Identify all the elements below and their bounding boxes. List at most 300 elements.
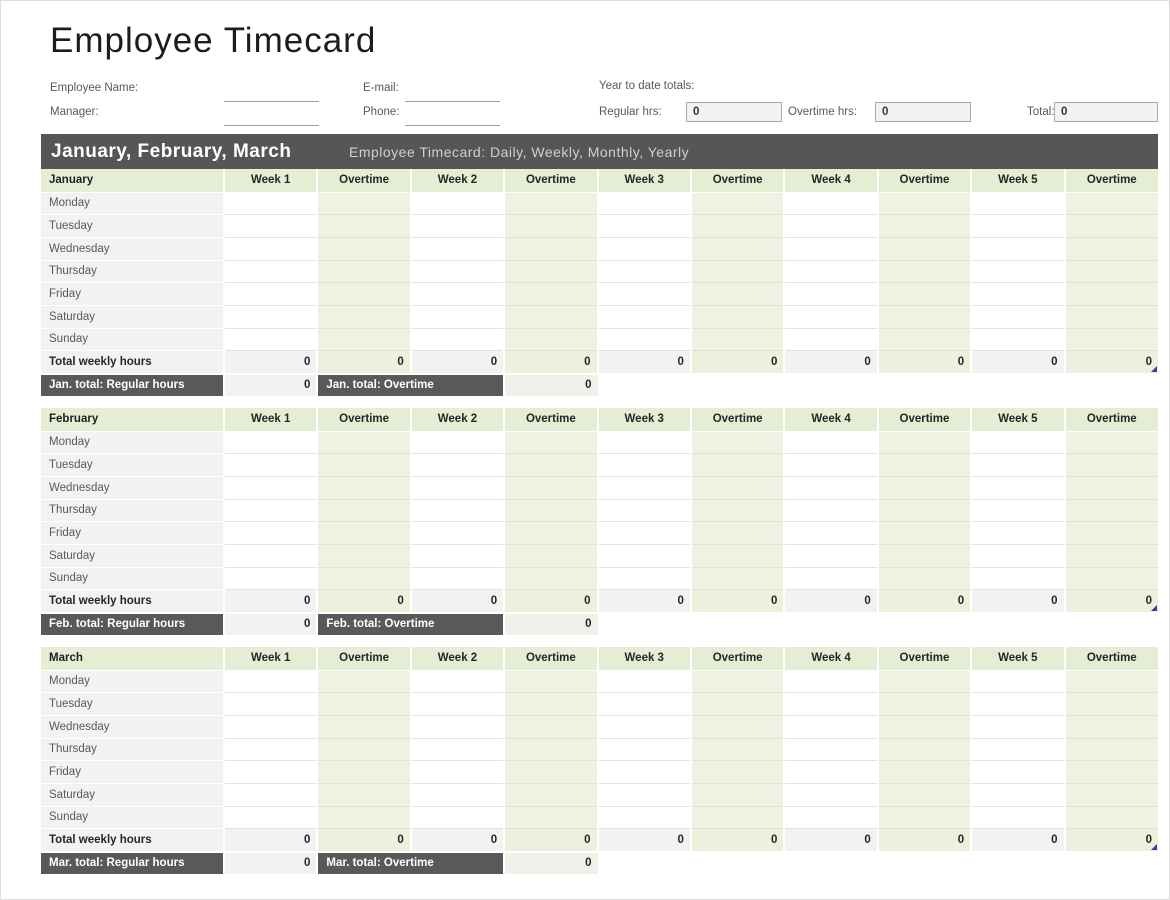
weekly-total-cell: 0: [317, 351, 410, 374]
month-overtime-total-value: 0: [504, 852, 597, 874]
week-hours-cell[interactable]: [784, 215, 877, 238]
january-table: [41, 169, 1158, 396]
overtime-hours-cell[interactable]: [691, 305, 784, 328]
overtime-hours-cell[interactable]: [691, 670, 784, 693]
month-overtime-total-value: 0: [504, 374, 597, 396]
overtime-hours-cell[interactable]: [504, 431, 597, 454]
overtime-hours-cell[interactable]: [878, 761, 971, 784]
week-hours-cell[interactable]: [971, 670, 1064, 693]
overtime-hours-cell[interactable]: [878, 215, 971, 238]
weekly-total-cell: 0: [1065, 590, 1158, 613]
overtime-hours-cell[interactable]: [1065, 215, 1158, 238]
email-label: E-mail:: [363, 82, 399, 94]
february-table: [41, 408, 1158, 635]
total-weekly-hours-label: Total weekly hours: [41, 829, 224, 852]
column-header: Overtime: [691, 408, 784, 431]
overtime-hours-cell[interactable]: [691, 761, 784, 784]
day-label: Saturday: [41, 305, 224, 328]
week-hours-cell[interactable]: [598, 305, 691, 328]
week-hours-cell[interactable]: [784, 783, 877, 806]
day-label: Sunday: [41, 567, 224, 590]
week-hours-cell[interactable]: [598, 806, 691, 829]
column-header: Overtime: [504, 647, 597, 670]
week-hours-cell[interactable]: [224, 237, 317, 260]
email-field[interactable]: [405, 86, 500, 102]
weekly-total-cell: 0: [224, 829, 317, 852]
weekly-total-cell: 0: [878, 351, 971, 374]
week-hours-cell[interactable]: [411, 806, 504, 829]
overtime-hours-cell[interactable]: [691, 738, 784, 761]
week-hours-cell[interactable]: [598, 237, 691, 260]
week-hours-cell[interactable]: [411, 499, 504, 522]
ytd-total-label: Total:: [1027, 106, 1055, 118]
overtime-hours-cell[interactable]: [1065, 544, 1158, 567]
overtime-hours-cell[interactable]: [317, 670, 410, 693]
week-hours-cell[interactable]: [598, 454, 691, 477]
week-hours-cell[interactable]: [598, 715, 691, 738]
week-hours-cell[interactable]: [224, 522, 317, 545]
week-hours-cell[interactable]: [411, 522, 504, 545]
overtime-hours-cell[interactable]: [504, 283, 597, 306]
day-label: Wednesday: [41, 237, 224, 260]
overtime-hours-cell[interactable]: [504, 761, 597, 784]
day-label: Monday: [41, 431, 224, 454]
overtime-hours-cell[interactable]: [317, 522, 410, 545]
month-overtime-total-label: Jan. total: Overtime: [317, 374, 504, 396]
week-hours-cell[interactable]: [784, 544, 877, 567]
week-hours-cell[interactable]: [971, 715, 1064, 738]
weekly-total-cell: 0: [317, 590, 410, 613]
overtime-hours-cell[interactable]: [691, 522, 784, 545]
overtime-hours-cell[interactable]: [317, 431, 410, 454]
ytd-overtime-value-box: 0: [875, 102, 971, 122]
overtime-hours-cell[interactable]: [1065, 783, 1158, 806]
overtime-hours-cell[interactable]: [504, 715, 597, 738]
column-header: Overtime: [317, 169, 410, 192]
overtime-hours-cell[interactable]: [691, 192, 784, 215]
week-hours-cell[interactable]: [224, 305, 317, 328]
week-hours-cell[interactable]: [411, 567, 504, 590]
week-hours-cell[interactable]: [224, 328, 317, 351]
weekly-total-cell: 0: [878, 590, 971, 613]
weekly-total-cell: 0: [317, 829, 410, 852]
overtime-hours-cell[interactable]: [878, 499, 971, 522]
overtime-hours-cell[interactable]: [878, 522, 971, 545]
month-name: February: [41, 408, 224, 431]
total-weekly-hours-label: Total weekly hours: [41, 590, 224, 613]
column-header: Overtime: [317, 408, 410, 431]
week-hours-cell[interactable]: [784, 328, 877, 351]
overtime-hours-cell[interactable]: [504, 522, 597, 545]
overtime-hours-cell[interactable]: [691, 544, 784, 567]
day-label: Wednesday: [41, 476, 224, 499]
week-hours-cell[interactable]: [784, 738, 877, 761]
week-hours-cell[interactable]: [598, 693, 691, 716]
column-header: Week 3: [598, 408, 691, 431]
week-hours-cell[interactable]: [784, 260, 877, 283]
day-label: Monday: [41, 670, 224, 693]
week-hours-cell[interactable]: [224, 260, 317, 283]
month-overtime-total-value: 0: [504, 613, 597, 635]
weekly-total-cell: 0: [504, 829, 597, 852]
overtime-hours-cell[interactable]: [504, 806, 597, 829]
overtime-hours-cell[interactable]: [691, 567, 784, 590]
overtime-hours-cell[interactable]: [504, 260, 597, 283]
week-hours-cell[interactable]: [224, 431, 317, 454]
overtime-hours-cell[interactable]: [504, 192, 597, 215]
overtime-hours-cell[interactable]: [691, 715, 784, 738]
banner-subtitle: Employee Timecard: Daily, Weekly, Monthly, Yearly: [349, 143, 690, 160]
overtime-hours-cell[interactable]: [878, 738, 971, 761]
month-name: January: [41, 169, 224, 192]
week-hours-cell[interactable]: [224, 192, 317, 215]
weekly-total-cell: 0: [598, 351, 691, 374]
overtime-hours-cell[interactable]: [1065, 192, 1158, 215]
overtime-hours-cell[interactable]: [1065, 476, 1158, 499]
overtime-hours-cell[interactable]: [317, 328, 410, 351]
overtime-hours-cell[interactable]: [1065, 670, 1158, 693]
week-hours-cell[interactable]: [224, 670, 317, 693]
week-hours-cell[interactable]: [224, 283, 317, 306]
day-label: Sunday: [41, 328, 224, 351]
ytd-title: Year to date totals:: [599, 80, 695, 92]
overtime-hours-cell[interactable]: [317, 476, 410, 499]
month-regular-total-label: Mar. total: Regular hours: [41, 852, 224, 874]
month-overtime-total-label: Feb. total: Overtime: [317, 613, 504, 635]
overtime-hours-cell[interactable]: [878, 305, 971, 328]
week-hours-cell[interactable]: [784, 305, 877, 328]
week-hours-cell[interactable]: [971, 693, 1064, 716]
overtime-hours-cell[interactable]: [504, 237, 597, 260]
overtime-hours-cell[interactable]: [691, 783, 784, 806]
day-label: Wednesday: [41, 715, 224, 738]
week-hours-cell[interactable]: [784, 454, 877, 477]
week-hours-cell[interactable]: [784, 522, 877, 545]
overtime-hours-cell[interactable]: [1065, 260, 1158, 283]
manager-label: Manager:: [50, 106, 99, 118]
overtime-hours-cell[interactable]: [1065, 761, 1158, 784]
overtime-hours-cell[interactable]: [317, 283, 410, 306]
overtime-hours-cell[interactable]: [317, 454, 410, 477]
week-hours-cell[interactable]: [784, 806, 877, 829]
week-hours-cell[interactable]: [224, 783, 317, 806]
phone-field[interactable]: [405, 110, 500, 126]
column-header: Week 3: [598, 169, 691, 192]
overtime-hours-cell[interactable]: [317, 305, 410, 328]
week-hours-cell[interactable]: [598, 544, 691, 567]
week-hours-cell[interactable]: [598, 670, 691, 693]
overtime-hours-cell[interactable]: [317, 783, 410, 806]
overtime-hours-cell[interactable]: [504, 567, 597, 590]
overtime-hours-cell[interactable]: [504, 328, 597, 351]
overtime-hours-cell[interactable]: [1065, 738, 1158, 761]
week-hours-cell[interactable]: [784, 761, 877, 784]
week-hours-cell[interactable]: [598, 738, 691, 761]
overtime-hours-cell[interactable]: [691, 499, 784, 522]
day-label: Friday: [41, 522, 224, 545]
week-hours-cell[interactable]: [411, 738, 504, 761]
week-hours-cell[interactable]: [411, 283, 504, 306]
column-header: Week 1: [224, 169, 317, 192]
weekly-total-cell: 0: [971, 590, 1064, 613]
week-hours-cell[interactable]: [784, 476, 877, 499]
overtime-hours-cell[interactable]: [878, 715, 971, 738]
overtime-hours-cell[interactable]: [1065, 499, 1158, 522]
overtime-hours-cell[interactable]: [1065, 806, 1158, 829]
overtime-hours-cell[interactable]: [878, 237, 971, 260]
day-label: Thursday: [41, 499, 224, 522]
column-header: Week 4: [784, 647, 877, 670]
overtime-hours-cell[interactable]: [317, 806, 410, 829]
overtime-hours-cell[interactable]: [1065, 431, 1158, 454]
day-label: Tuesday: [41, 693, 224, 716]
column-header: Overtime: [504, 169, 597, 192]
week-hours-cell[interactable]: [224, 215, 317, 238]
ytd-regular-value-box: 0: [686, 102, 782, 122]
overtime-hours-cell[interactable]: [878, 783, 971, 806]
weekly-total-cell: 0: [598, 590, 691, 613]
overtime-hours-cell[interactable]: [878, 260, 971, 283]
weekly-total-cell: 0: [691, 829, 784, 852]
week-hours-cell[interactable]: [971, 476, 1064, 499]
overtime-hours-cell[interactable]: [878, 567, 971, 590]
overtime-hours-cell[interactable]: [691, 260, 784, 283]
overtime-hours-cell[interactable]: [504, 215, 597, 238]
overtime-hours-cell[interactable]: [504, 476, 597, 499]
day-label: Tuesday: [41, 215, 224, 238]
overtime-hours-cell[interactable]: [504, 693, 597, 716]
overtime-hours-cell[interactable]: [878, 454, 971, 477]
week-hours-cell[interactable]: [598, 215, 691, 238]
overtime-hours-cell[interactable]: [1065, 693, 1158, 716]
weekly-total-cell: 0: [411, 590, 504, 613]
weekly-total-cell: 0: [224, 351, 317, 374]
week-hours-cell[interactable]: [784, 237, 877, 260]
overtime-hours-cell[interactable]: [878, 283, 971, 306]
week-hours-cell[interactable]: [971, 567, 1064, 590]
week-hours-cell[interactable]: [224, 715, 317, 738]
week-hours-cell[interactable]: [784, 499, 877, 522]
day-label: Friday: [41, 761, 224, 784]
week-hours-cell[interactable]: [224, 544, 317, 567]
week-hours-cell[interactable]: [598, 192, 691, 215]
week-hours-cell[interactable]: [411, 237, 504, 260]
week-hours-cell[interactable]: [971, 522, 1064, 545]
overtime-hours-cell[interactable]: [504, 670, 597, 693]
overtime-hours-cell[interactable]: [878, 192, 971, 215]
overtime-hours-cell[interactable]: [317, 693, 410, 716]
quarter-banner: [41, 134, 1158, 169]
week-hours-cell[interactable]: [971, 237, 1064, 260]
week-hours-cell[interactable]: [224, 693, 317, 716]
week-hours-cell[interactable]: [598, 522, 691, 545]
week-hours-cell[interactable]: [598, 328, 691, 351]
week-hours-cell[interactable]: [224, 454, 317, 477]
day-label: Sunday: [41, 806, 224, 829]
overtime-hours-cell[interactable]: [691, 215, 784, 238]
week-hours-cell[interactable]: [971, 328, 1064, 351]
manager-field[interactable]: [224, 110, 319, 126]
week-hours-cell[interactable]: [971, 454, 1064, 477]
week-hours-cell[interactable]: [411, 670, 504, 693]
overtime-hours-cell[interactable]: [317, 567, 410, 590]
column-header: Week 4: [784, 408, 877, 431]
overtime-hours-cell[interactable]: [691, 454, 784, 477]
overtime-hours-cell[interactable]: [504, 454, 597, 477]
weekly-total-cell: 0: [504, 590, 597, 613]
week-hours-cell[interactable]: [784, 192, 877, 215]
week-hours-cell[interactable]: [224, 761, 317, 784]
employee-name-field[interactable]: [224, 86, 319, 102]
week-hours-cell[interactable]: [598, 431, 691, 454]
column-header: Overtime: [317, 647, 410, 670]
column-header: Week 2: [411, 647, 504, 670]
week-hours-cell[interactable]: [411, 783, 504, 806]
overtime-hours-cell[interactable]: [878, 693, 971, 716]
overtime-hours-cell[interactable]: [317, 715, 410, 738]
week-hours-cell[interactable]: [411, 305, 504, 328]
weekly-total-cell: 0: [971, 351, 1064, 374]
week-hours-cell[interactable]: [598, 260, 691, 283]
overtime-hours-cell[interactable]: [504, 305, 597, 328]
overtime-hours-cell[interactable]: [317, 215, 410, 238]
week-hours-cell[interactable]: [971, 192, 1064, 215]
weekly-total-cell: 0: [784, 351, 877, 374]
week-hours-cell[interactable]: [411, 454, 504, 477]
week-hours-cell[interactable]: [224, 499, 317, 522]
week-hours-cell[interactable]: [598, 567, 691, 590]
overtime-hours-cell[interactable]: [1065, 454, 1158, 477]
overtime-hours-cell[interactable]: [504, 783, 597, 806]
week-hours-cell[interactable]: [224, 806, 317, 829]
week-hours-cell[interactable]: [411, 476, 504, 499]
week-hours-cell[interactable]: [971, 783, 1064, 806]
week-hours-cell[interactable]: [411, 260, 504, 283]
week-hours-cell[interactable]: [411, 693, 504, 716]
week-hours-cell[interactable]: [784, 431, 877, 454]
week-hours-cell[interactable]: [784, 670, 877, 693]
footer-spacer: [598, 613, 1158, 635]
weekly-total-cell: 0: [411, 351, 504, 374]
column-header: Week 1: [224, 647, 317, 670]
month-overtime-total-label: Mar. total: Overtime: [317, 852, 504, 874]
overtime-hours-cell[interactable]: [878, 431, 971, 454]
week-hours-cell[interactable]: [598, 476, 691, 499]
column-header: Week 5: [971, 169, 1064, 192]
week-hours-cell[interactable]: [784, 567, 877, 590]
column-header: Week 1: [224, 408, 317, 431]
week-hours-cell[interactable]: [971, 499, 1064, 522]
week-hours-cell[interactable]: [784, 715, 877, 738]
overtime-hours-cell[interactable]: [317, 192, 410, 215]
week-hours-cell[interactable]: [598, 283, 691, 306]
week-hours-cell[interactable]: [784, 283, 877, 306]
overtime-hours-cell[interactable]: [317, 260, 410, 283]
overtime-hours-cell[interactable]: [878, 806, 971, 829]
overtime-hours-cell[interactable]: [1065, 567, 1158, 590]
week-hours-cell[interactable]: [971, 305, 1064, 328]
footer-spacer: [598, 852, 1158, 874]
overtime-hours-cell[interactable]: [878, 670, 971, 693]
overtime-hours-cell[interactable]: [317, 237, 410, 260]
week-hours-cell[interactable]: [411, 431, 504, 454]
week-hours-cell[interactable]: [411, 715, 504, 738]
column-header: Week 5: [971, 647, 1064, 670]
overtime-hours-cell[interactable]: [317, 499, 410, 522]
week-hours-cell[interactable]: [224, 738, 317, 761]
overtime-hours-cell[interactable]: [504, 499, 597, 522]
overtime-hours-cell[interactable]: [691, 476, 784, 499]
overtime-hours-cell[interactable]: [504, 738, 597, 761]
banner-months: January, February, March: [51, 140, 292, 162]
week-hours-cell[interactable]: [411, 761, 504, 784]
week-hours-cell[interactable]: [971, 544, 1064, 567]
overtime-hours-cell[interactable]: [878, 476, 971, 499]
overtime-hours-cell[interactable]: [691, 693, 784, 716]
week-hours-cell[interactable]: [598, 783, 691, 806]
week-hours-cell[interactable]: [971, 761, 1064, 784]
overtime-hours-cell[interactable]: [691, 237, 784, 260]
week-hours-cell[interactable]: [411, 544, 504, 567]
column-header: Overtime: [878, 408, 971, 431]
overtime-hours-cell[interactable]: [878, 328, 971, 351]
weekly-total-cell: 0: [784, 590, 877, 613]
weekly-total-cell: 0: [504, 351, 597, 374]
week-hours-cell[interactable]: [971, 215, 1064, 238]
week-hours-cell[interactable]: [784, 693, 877, 716]
overtime-hours-cell[interactable]: [691, 283, 784, 306]
overtime-hours-cell[interactable]: [1065, 328, 1158, 351]
week-hours-cell[interactable]: [598, 499, 691, 522]
column-header: Overtime: [1065, 408, 1158, 431]
month-regular-total-value: 0: [224, 374, 317, 396]
overtime-hours-cell[interactable]: [1065, 305, 1158, 328]
overtime-hours-cell[interactable]: [691, 431, 784, 454]
column-header: Overtime: [691, 647, 784, 670]
overtime-hours-cell[interactable]: [691, 806, 784, 829]
overtime-hours-cell[interactable]: [1065, 522, 1158, 545]
overtime-hours-cell[interactable]: [1065, 283, 1158, 306]
column-header: Week 2: [411, 169, 504, 192]
weekly-total-cell: 0: [971, 829, 1064, 852]
overtime-hours-cell[interactable]: [878, 544, 971, 567]
week-hours-cell[interactable]: [971, 738, 1064, 761]
week-hours-cell[interactable]: [971, 260, 1064, 283]
day-label: Thursday: [41, 260, 224, 283]
week-hours-cell[interactable]: [971, 431, 1064, 454]
overtime-hours-cell[interactable]: [504, 544, 597, 567]
overtime-hours-cell[interactable]: [317, 761, 410, 784]
week-hours-cell[interactable]: [971, 283, 1064, 306]
week-hours-cell[interactable]: [971, 806, 1064, 829]
ytd-total-value-box: 0: [1054, 102, 1158, 122]
day-label: Monday: [41, 192, 224, 215]
column-header: Overtime: [504, 408, 597, 431]
overtime-hours-cell[interactable]: [1065, 715, 1158, 738]
week-hours-cell[interactable]: [224, 476, 317, 499]
overtime-hours-cell[interactable]: [1065, 237, 1158, 260]
overtime-hours-cell[interactable]: [691, 328, 784, 351]
overtime-hours-cell[interactable]: [317, 544, 410, 567]
overtime-hours-cell[interactable]: [317, 738, 410, 761]
weekly-total-cell: 0: [691, 351, 784, 374]
column-header: Week 2: [411, 408, 504, 431]
week-hours-cell[interactable]: [224, 567, 317, 590]
week-hours-cell[interactable]: [411, 215, 504, 238]
week-hours-cell[interactable]: [598, 761, 691, 784]
week-hours-cell[interactable]: [411, 192, 504, 215]
week-hours-cell[interactable]: [411, 328, 504, 351]
